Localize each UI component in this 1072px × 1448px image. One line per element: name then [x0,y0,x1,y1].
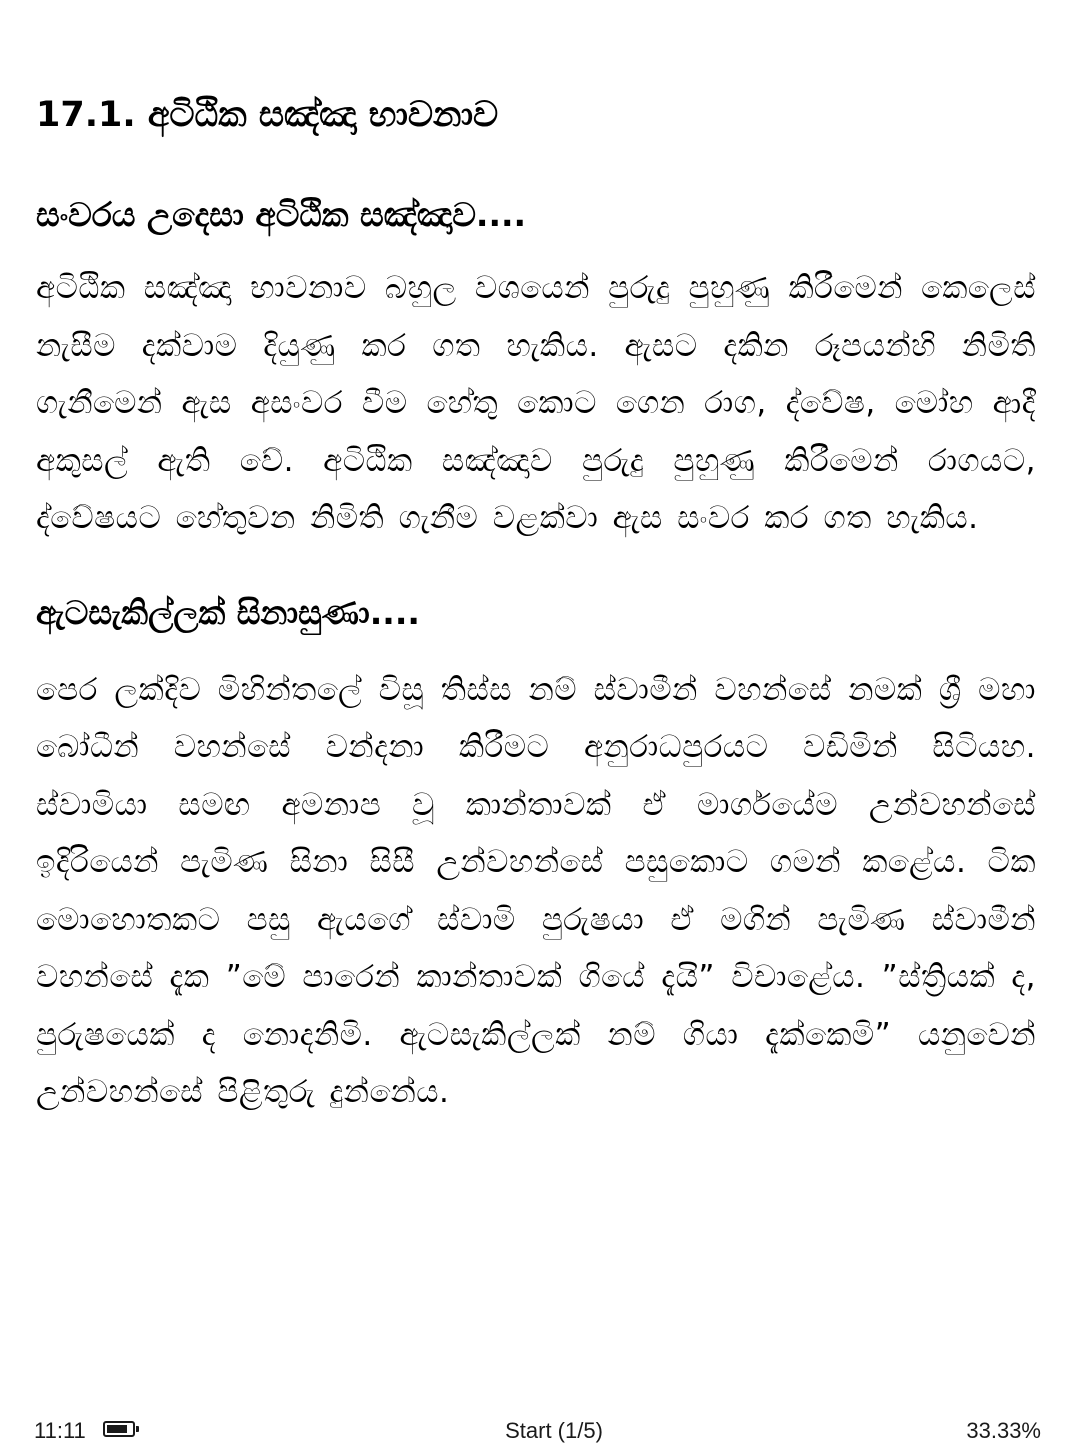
paragraph-story: පෙර ලක්දිව මිහින්තලේ විසූ තිස්ස නම් ස්වාමීන් වහන්සේ නමක් ශ්‍රී මහා බෝධීන් වහන්සේ වන්දනා කිරීමට අනුරාධපුරයට වඩිමින් සිටියහ. ස්වාමියා සමඟ අමනාප වූ කාන්තාවක් ඒ මාර්ගයේම උන්වහන්සේ ඉදිරියෙන් පැමිණ සිනා සිසී උන්වහන්සේ පසුකොට ගමන් කළේය. ටික මොහොතකට පසු ඇයගේ ස්වාමි පුරුෂයා ඒ මගින් පැමිණ ස්වාමීන් වහන්සේ දැක ”මේ පාරෙන් කාන්තාවක් ගියේ දැයි” විචාළේය. ”ස්ත්‍රියක් ද, පුරුෂයෙක් ද නොදනිමි. ඇටසැකිල්ලක් නම් ගියා දැක්කෙමි” යනුවෙන් උන්වහන්සේ පිළිතුරු දුන්නේය. [36,671,1036,1110]
paragraph-meditation: අටිඨික සඤ්ඤා භාවනාව බහුල වශයෙන් පුරුදු පුහුණු කිරීමෙන් කෙලෙස් නැසීම දක්වාම දියුණු කර ගත හැකිය. ඇසට දකින රූපයන්හි නිමිති ගැනීමෙන් ඇස අසංවර වීම හේතු කොට ගෙන රාග, ද්වේෂ, මෝහ ආදී අකුසල් ඇති වේ. අටිඨික සඤ්ඤාව පුරුදු පුහුණු කිරීමෙන් රාගයට, ද්වේෂයට හේතුවන නිමිති ගැනීම වළක්වා ඇස සංවර කර ගත හැකිය. [36,270,1036,536]
chapter-progress[interactable]: Start (1/5) [505,1418,603,1443]
reader-page[interactable] [36,78,1036,1378]
section-title: 17.1. අටිඨික සඤ්ඤා භාවනාව [36,95,499,135]
status-bar [0,1412,1072,1448]
subheading-restraint: සංවරය උදෙසා අටිඨික සඤ්ඤාව.... [36,195,527,234]
book-progress-percent: 33.33% [966,1418,1041,1443]
clock: 11:11 [34,1418,86,1443]
subheading-skeleton: ඇටසැකිල්ලක් සිනාසුණා.... [36,592,420,632]
